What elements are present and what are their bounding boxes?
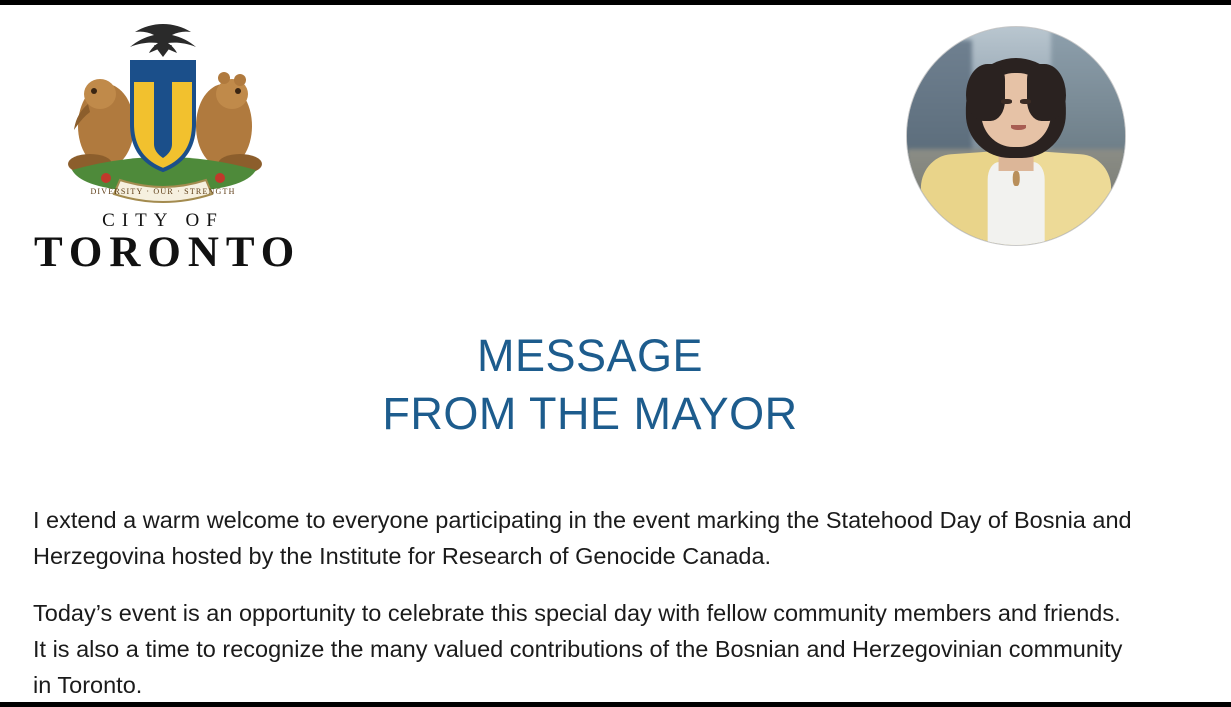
message-paragraph-1: I extend a warm welcome to everyone participating in the event marking the Statehood Day of Bosnia and Herzegovina hosted by the Institute for Research of Genocide Canada. bbox=[33, 507, 1132, 569]
message-body bbox=[33, 503, 1137, 704]
portrait-necklace bbox=[1013, 171, 1020, 186]
portrait-hair-front-left bbox=[966, 64, 1005, 121]
mayor-portrait-photo bbox=[906, 26, 1126, 246]
portrait-eye-left bbox=[1001, 99, 1012, 104]
letterbox-bar-bottom bbox=[0, 702, 1231, 707]
logo-city-of-label: CITY OF bbox=[102, 210, 224, 231]
portrait-scene bbox=[907, 27, 1125, 245]
page-title-line-2: FROM THE MAYOR bbox=[382, 387, 798, 439]
city-of-toronto-logo bbox=[34, 18, 302, 276]
portrait-eye-right bbox=[1020, 99, 1031, 104]
message-paragraph-2: Today’s event is an opportunity to celebrate this special day with fellow community members and friends. It is also a time to recognize the many valued contributions of the Bosnian and Herzegovinian community in Toronto. bbox=[33, 600, 1123, 698]
crest-motto-text: DIVERSITY · OUR · STRENGTH bbox=[90, 187, 236, 196]
letterbox-bar-top bbox=[0, 0, 1231, 5]
page-title bbox=[0, 327, 1180, 442]
logo-toronto-label: TORONTO bbox=[34, 229, 302, 276]
toronto-crest-icon bbox=[44, 18, 282, 208]
page-title-line-1: MESSAGE bbox=[476, 330, 704, 381]
